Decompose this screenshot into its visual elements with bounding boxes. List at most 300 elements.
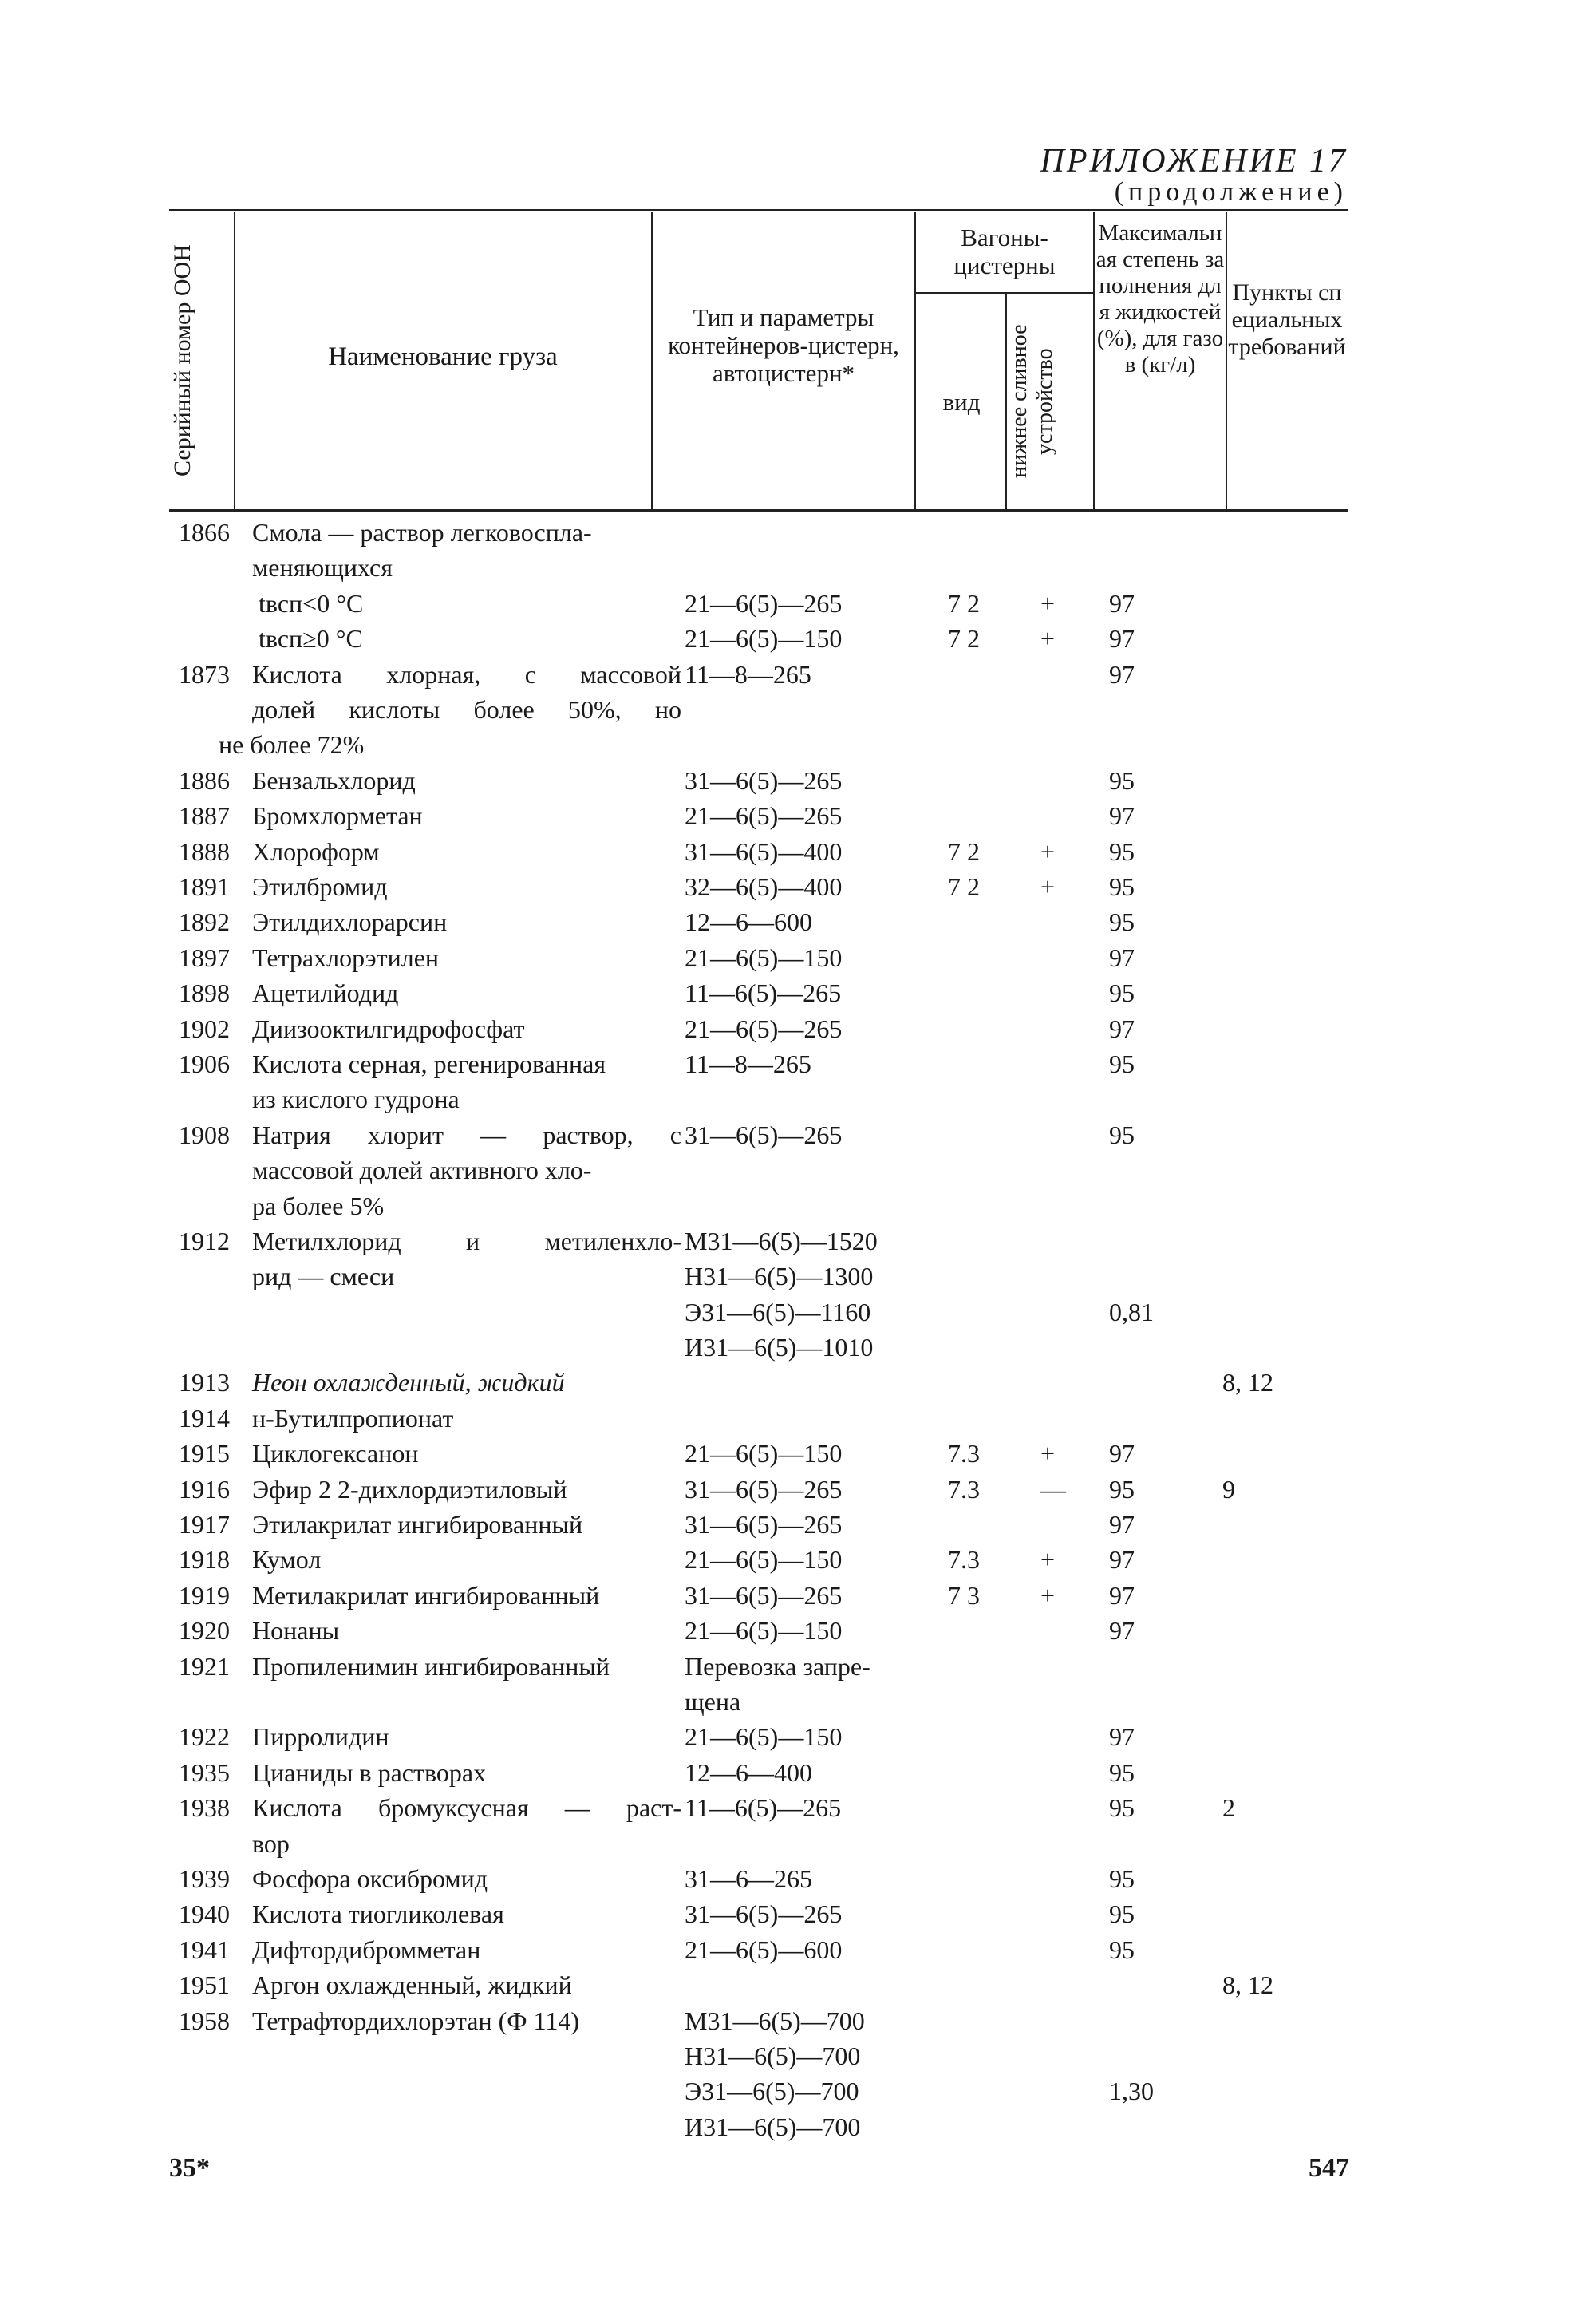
bottom-device-cell-line: + [1040, 836, 1056, 866]
table-row [0, 1046, 1587, 1117]
appendix-title: ПРИЛОЖЕНИЕ 17 [1040, 143, 1348, 180]
params-cell-line: 31—6(5)—265 [685, 1899, 843, 1929]
params-cell-line: 11—8—265 [685, 659, 811, 689]
params-cell [685, 763, 842, 798]
params-cell [685, 1472, 842, 1507]
params-cell-line: 21—6(5)—150 [685, 1616, 843, 1646]
max-fill-cell [1109, 834, 1135, 869]
table-row [0, 1755, 1587, 1790]
header-divider [1226, 212, 1227, 509]
un-number-cell: 1941 [179, 1935, 230, 1964]
special-req-cell-line: 8, 12 [1222, 1970, 1273, 2000]
cargo-name-line: Пирролидин [252, 1722, 389, 1752]
un-number-cell: 1916 [179, 1474, 230, 1504]
params-cell-line: И31—6(5)—1010 [685, 1333, 874, 1362]
cargo-name-line: Натрия хлорит — раствор, с [252, 1120, 681, 1149]
params-cell [685, 2003, 865, 2145]
cargo-name-cell [252, 1223, 681, 1366]
un-number-cell: 1886 [179, 765, 230, 795]
cargo-name-cell [252, 1896, 681, 1931]
params-cell-line: Перевозка запре- [685, 1651, 870, 1681]
max-fill-cell-line: 95 [1109, 872, 1135, 901]
params-cell-line: 31—6(5)—400 [685, 836, 843, 866]
params-cell-line: И31—6(5)—700 [685, 2112, 861, 2141]
cargo-name-line: Пропиленимин ингибированный [252, 1651, 610, 1681]
wagon-type-cell [948, 621, 980, 656]
params-cell [685, 1011, 842, 1046]
max-fill-cell [1109, 1011, 1135, 1046]
un-number-cell: 1958 [179, 2006, 230, 2035]
table-row [0, 763, 1587, 798]
max-fill-cell [1109, 1046, 1135, 1081]
cargo-name-cell [252, 1472, 681, 1507]
params-cell-line: 31—6(5)—265 [685, 1474, 843, 1504]
header-bottom-device: нижнее сливное устройство [1007, 324, 1057, 479]
cargo-name-cell [252, 1046, 681, 1117]
max-fill-cell-line: 0,81 [1109, 1297, 1154, 1326]
bottom-device-cell [1040, 1542, 1055, 1577]
table-row [0, 1967, 1587, 2002]
bottom-device-cell [1040, 621, 1055, 656]
bottom-device-cell [1040, 834, 1055, 869]
table-row [0, 834, 1587, 869]
header-divider [914, 212, 916, 509]
cargo-name-line: Тетрахлорэтилен [252, 943, 440, 972]
header-name: Наименование груза [328, 342, 558, 371]
bottom-device-cell-line: — [1040, 1474, 1066, 1504]
max-fill-cell [1109, 1896, 1135, 1931]
bottom-device-cell-line: + [1040, 1580, 1056, 1610]
params-cell-line: Э31—6(5)—1160 [685, 1297, 871, 1326]
cargo-name-cell [252, 1365, 681, 1400]
max-fill-cell [1109, 1719, 1135, 1754]
max-fill-cell [1109, 657, 1135, 692]
max-fill-cell-line: 95 [1109, 1049, 1135, 1078]
cargo-name-line: рид — смеси [252, 1262, 395, 1291]
bottom-device-cell-line: + [1040, 1545, 1056, 1575]
bottom-device-cell-line: + [1040, 624, 1056, 654]
wagon-type-cell [948, 869, 980, 904]
table-row [0, 1790, 1587, 1861]
bottom-device-cell [1040, 1578, 1055, 1613]
table-row [0, 975, 1587, 1010]
special-req-cell [1222, 1365, 1273, 1400]
max-fill-cell [1109, 1755, 1135, 1790]
cargo-name-cell [252, 904, 681, 939]
params-cell [685, 1861, 812, 1896]
params-cell [685, 1613, 842, 1648]
table-row [0, 1861, 1587, 1896]
table-row [0, 515, 1587, 586]
max-fill-cell-line: 97 [1109, 801, 1135, 831]
table-row [0, 1542, 1587, 1577]
cargo-name-line: Бензальхлорид [252, 765, 416, 795]
wagon-type-cell-line: 7.3 [948, 1545, 980, 1575]
cargo-name-cell [252, 1719, 681, 1754]
table-row [0, 657, 1587, 763]
cargo-name-line: Кислота тиогликолевая [252, 1899, 504, 1929]
params-cell [685, 1719, 842, 1754]
table-row [0, 1365, 1587, 1400]
cargo-name-line: вор [252, 1828, 290, 1858]
max-fill-cell [1109, 2003, 1154, 2109]
cargo-name-line: Эфир 2 2-дихлордиэтиловый [252, 1474, 567, 1504]
params-cell-line: 32—6(5)—400 [685, 872, 843, 901]
max-fill-cell [1109, 621, 1135, 656]
bottom-device-cell-line: + [1040, 588, 1056, 618]
special-req-cell-line: 2 [1222, 1793, 1235, 1823]
cargo-name-line [252, 1294, 681, 1330]
max-fill-cell-line: 97 [1109, 1439, 1135, 1468]
max-fill-cell-line: 1,30 [1109, 2077, 1154, 2106]
cargo-name-cell [252, 621, 681, 656]
cargo-name-cell [252, 1861, 681, 1896]
wagon-type-cell-line: 7 3 [948, 1580, 980, 1610]
un-number-cell: 1888 [179, 836, 230, 866]
cargo-name-line: Смола — раствор легковоспла- [252, 518, 592, 547]
un-number-cell: 1917 [179, 1510, 230, 1539]
cargo-name-cell [252, 515, 681, 586]
max-fill-cell-line: 95 [1109, 1793, 1135, 1823]
cargo-name-cell [252, 1932, 681, 1967]
params-cell [685, 1578, 842, 1613]
max-fill-cell-line: 95 [1109, 836, 1135, 866]
max-fill-cell [1109, 1223, 1154, 1330]
table-row [0, 621, 1587, 656]
cargo-name-line: из кислого гудрона [252, 1085, 460, 1114]
max-fill-cell-line: 95 [1109, 1474, 1135, 1504]
cargo-name-line: Этилакрилат ингибированный [252, 1510, 583, 1539]
params-cell-line: 31—6—265 [685, 1864, 812, 1893]
params-cell [685, 1223, 878, 1366]
max-fill-cell-line: 97 [1109, 624, 1135, 654]
wagon-type-cell [948, 834, 980, 869]
un-number-cell: 1951 [179, 1970, 230, 2000]
appendix-subtitle: (продолжение) [1114, 177, 1348, 207]
un-number-cell: 1908 [179, 1120, 230, 1149]
header-wagon-type: вид [942, 388, 981, 416]
bottom-device-cell-line: + [1040, 872, 1056, 901]
un-number-cell: 1939 [179, 1864, 230, 1893]
cargo-name-line: Фосфора оксибромид [252, 1864, 488, 1893]
cargo-name-line: Неон охлажденный, жидкий [252, 1368, 565, 1397]
page-number: 547 [1309, 2153, 1349, 2183]
params-cell-line: Э31—6(5)—700 [685, 2077, 859, 2106]
bottom-device-cell-line: + [1040, 1439, 1056, 1468]
header-divider [651, 212, 653, 509]
max-fill-cell [1109, 869, 1135, 904]
params-cell-line: 21—6(5)—265 [685, 1014, 843, 1043]
cargo-name-cell [252, 1649, 681, 1684]
un-number-cell: 1920 [179, 1616, 230, 1646]
wagon-type-cell-line: 7 2 [948, 624, 980, 654]
table-row [0, 1011, 1587, 1046]
wagon-type-cell-line: 7 2 [948, 588, 980, 618]
max-fill-cell-line: 95 [1109, 1120, 1135, 1149]
params-cell-line: 11—6(5)—265 [685, 1793, 842, 1823]
cargo-name-line: массовой долей активного хло- [252, 1156, 592, 1185]
cargo-name-cell [252, 975, 681, 1010]
max-fill-cell [1109, 1578, 1135, 1613]
cargo-name-line: Бромхлорметан [252, 801, 423, 831]
un-number-cell: 1938 [179, 1793, 230, 1823]
params-cell [685, 798, 842, 833]
max-fill-cell [1109, 1861, 1135, 1896]
params-cell-line: 21—6(5)—150 [685, 624, 843, 654]
un-number-cell: 1940 [179, 1899, 230, 1929]
bottom-device-cell [1040, 1436, 1055, 1471]
params-cell-line: 21—6(5)—600 [685, 1935, 843, 1964]
table-body [0, 515, 1587, 2144]
params-cell-line: 21—6(5)—265 [685, 801, 843, 831]
cargo-name-line: Ацетилйодид [252, 978, 399, 1008]
params-cell-line: 12—6—600 [685, 907, 812, 937]
header-un-number: Серийный номер ООН [169, 244, 195, 477]
params-cell-line: Н31—6(5)—700 [685, 2041, 861, 2070]
wagon-type-cell [948, 1472, 980, 1507]
table-row [0, 1117, 1587, 1223]
header-wagons: Вагоны-цистерны [953, 223, 1056, 279]
params-cell-line: 11—8—265 [685, 1049, 811, 1078]
cargo-name-cell [252, 1401, 681, 1436]
max-fill-cell [1109, 904, 1135, 939]
params-cell-line: 21—6(5)—150 [685, 1545, 843, 1575]
params-cell-line: 31—6(5)—265 [685, 765, 843, 795]
max-fill-cell [1109, 940, 1135, 975]
un-number-cell: 1914 [179, 1403, 230, 1433]
max-fill-cell-line: 97 [1109, 1616, 1135, 1646]
cargo-name-line: tвсп<0 °С [259, 588, 364, 618]
cargo-name-cell [252, 1613, 681, 1648]
cargo-name-line: Метилхлорид и метиленхло- [252, 1226, 681, 1255]
params-cell [685, 1932, 842, 1967]
table-row [0, 1401, 1587, 1436]
params-cell-line: М31—6(5)—1520 [685, 1226, 878, 1255]
header-subrule [914, 292, 1093, 294]
params-cell [685, 869, 842, 904]
table-row [0, 1472, 1587, 1507]
wagon-type-cell-line: 7.3 [948, 1439, 980, 1468]
params-cell-line: 11—6(5)—265 [685, 978, 842, 1008]
max-fill-cell-line: 97 [1109, 588, 1135, 618]
cargo-name-cell [252, 940, 681, 975]
max-fill-cell [1109, 1932, 1135, 1967]
table-row [0, 2003, 1587, 2145]
max-fill-cell-line: 97 [1109, 1014, 1135, 1043]
params-cell [685, 1790, 841, 1825]
un-number-cell: 1906 [179, 1049, 230, 1078]
cargo-name-line [252, 2109, 681, 2144]
wagon-type-cell [948, 1542, 980, 1577]
max-fill-cell-line: 95 [1109, 907, 1135, 937]
max-fill-cell [1109, 1542, 1135, 1577]
params-cell [685, 1896, 842, 1931]
cargo-name-line [252, 2073, 681, 2109]
wagon-type-cell [948, 1578, 980, 1613]
table-row [0, 1896, 1587, 1931]
cargo-name-cell [252, 1436, 681, 1471]
cargo-name-line: Тетрафтордихлорэтан (Ф 114) [252, 2006, 579, 2035]
params-cell [685, 1117, 842, 1152]
params-cell-line: щена [685, 1687, 741, 1716]
max-fill-cell [1109, 1117, 1135, 1152]
params-cell [685, 1755, 812, 1790]
page-header [1040, 142, 1348, 208]
max-fill-cell [1109, 798, 1135, 833]
bottom-device-cell [1040, 869, 1055, 904]
wagon-type-cell-line: 7 2 [948, 836, 980, 866]
params-cell [685, 1542, 842, 1577]
cargo-name-cell [252, 1967, 681, 2002]
max-fill-cell [1109, 586, 1135, 621]
max-fill-cell-line: 97 [1109, 1722, 1135, 1752]
max-fill-cell-line: 95 [1109, 1864, 1135, 1893]
table-row [0, 904, 1587, 939]
wagon-type-cell [948, 586, 980, 621]
max-fill-cell [1109, 1436, 1135, 1471]
table-row [0, 1719, 1587, 1754]
cargo-name-line: долей кислоты более 50%, но [252, 694, 681, 724]
cargo-name-line: н-Бутилпропионат [252, 1403, 454, 1433]
cargo-name-cell [252, 834, 681, 869]
table-row [0, 1223, 1587, 1366]
un-number-cell: 1897 [179, 943, 230, 972]
header-max-fill: Максимальная степень заполнения для жидкостей (%), для газов (кг/л) [1096, 220, 1225, 377]
bottom-device-cell [1040, 1472, 1066, 1507]
max-fill-cell-line: 95 [1109, 765, 1135, 795]
cargo-name-line: Диизооктилгидрофосфат [252, 1014, 525, 1043]
params-cell [685, 586, 842, 621]
un-number-cell: 1891 [179, 872, 230, 901]
un-number-cell: 1915 [179, 1439, 230, 1468]
cargo-name-line: Циклогексанон [252, 1439, 419, 1468]
cargo-name-cell [252, 586, 681, 621]
params-cell-line: 21—6(5)—150 [685, 1722, 843, 1752]
cargo-name-line: Кислота хлорная, с массовой [252, 659, 681, 689]
un-number-cell: 1922 [179, 1722, 230, 1752]
un-number-cell: 1913 [179, 1368, 230, 1397]
max-fill-cell-line: 97 [1109, 1510, 1135, 1539]
params-cell-line: 12—6—400 [685, 1757, 812, 1787]
wagon-type-cell [948, 1436, 980, 1471]
cargo-name-line: Кислота серная, регенированная [252, 1049, 606, 1078]
max-fill-cell-line: 95 [1109, 978, 1135, 1008]
params-cell [685, 834, 842, 869]
params-cell-line: 21—6(5)—150 [685, 1439, 843, 1468]
max-fill-cell-line [1109, 2003, 1154, 2038]
max-fill-cell [1109, 1507, 1135, 1542]
cargo-name-cell [252, 1755, 681, 1790]
un-number-cell: 1898 [179, 978, 230, 1008]
cargo-name-line [252, 1330, 681, 1365]
cargo-name-cell [252, 2003, 681, 2145]
cargo-name-line: Дифтордибромметан [252, 1935, 481, 1964]
footer-signature: 35* [169, 2153, 210, 2183]
max-fill-cell [1109, 1472, 1135, 1507]
cargo-name-cell [252, 763, 681, 798]
table-row [0, 869, 1587, 904]
params-cell-line: 31—6(5)—265 [685, 1120, 843, 1149]
params-cell [685, 1436, 842, 1471]
max-fill-cell-line [1109, 2038, 1154, 2073]
cargo-name-line: Кумол [252, 1545, 322, 1575]
cargo-name-cell [252, 1790, 681, 1861]
un-number-cell: 1919 [179, 1580, 230, 1610]
un-number-cell: 1873 [179, 659, 230, 689]
cargo-name-line: Хлороформ [252, 836, 380, 866]
max-fill-cell [1109, 763, 1135, 798]
params-cell-line: 31—6(5)—265 [685, 1580, 843, 1610]
cargo-name-line: Этилдихлорарсин [252, 907, 448, 937]
params-cell [685, 1507, 842, 1542]
cargo-name-line [252, 2038, 681, 2073]
max-fill-cell-line: 95 [1109, 1935, 1135, 1964]
cargo-name-cell [252, 1011, 681, 1046]
cargo-name-cell [252, 869, 681, 904]
cargo-name-line: Аргон охлажденный, жидкий [252, 1970, 572, 2000]
max-fill-cell-line [1109, 1223, 1154, 1259]
table-row [0, 1649, 1587, 1720]
special-req-cell-line: 9 [1222, 1474, 1235, 1504]
wagon-type-cell-line: 7.3 [948, 1474, 980, 1504]
cargo-name-cell [252, 798, 681, 833]
max-fill-cell-line: 95 [1109, 1899, 1135, 1929]
special-req-cell-line: 8, 12 [1222, 1368, 1273, 1397]
cargo-name-line: Цианиды в растворах [252, 1757, 487, 1787]
params-cell [685, 657, 811, 692]
max-fill-cell [1109, 975, 1135, 1010]
cargo-name-line: не более 72% [219, 730, 365, 760]
max-fill-cell-line: 97 [1109, 943, 1135, 972]
special-req-cell [1222, 1790, 1235, 1825]
table-row [0, 940, 1587, 975]
un-number-cell: 1887 [179, 801, 230, 831]
max-fill-cell-line: 97 [1109, 659, 1135, 689]
un-number-cell: 1912 [179, 1226, 230, 1255]
header-special: Пункты специальных требований [1228, 279, 1346, 360]
params-cell [685, 940, 842, 975]
params-cell-line: М31—6(5)—700 [685, 2006, 865, 2035]
max-fill-cell-line: 97 [1109, 1580, 1135, 1610]
params-cell [685, 1649, 870, 1720]
bottom-device-cell [1040, 586, 1055, 621]
params-cell [685, 904, 812, 939]
cargo-name-line: Нонаны [252, 1616, 340, 1646]
max-fill-cell-line: 97 [1109, 1545, 1135, 1575]
params-cell [685, 975, 841, 1010]
max-fill-cell-line [1109, 1259, 1154, 1294]
un-number-cell: 1892 [179, 907, 230, 937]
un-number-cell: 1935 [179, 1757, 230, 1787]
cargo-name-cell [252, 1507, 681, 1542]
cargo-name-line: ра более 5% [252, 1191, 385, 1220]
table-row [0, 1507, 1587, 1542]
params-cell-line: 21—6(5)—265 [685, 588, 843, 618]
table-row [0, 1932, 1587, 1967]
cargo-name-line: Этилбромид [252, 872, 388, 901]
cargo-name-line: Метилакрилат ингибированный [252, 1580, 600, 1610]
cargo-name-line: Кислота бромуксусная — раст- [252, 1793, 681, 1823]
special-req-cell [1222, 1472, 1235, 1507]
un-number-cell: 1866 [179, 518, 230, 547]
header-params: Тип и параметры контейнеров-цистерн, автоцистерн* [668, 303, 899, 387]
max-fill-cell [1109, 1613, 1135, 1648]
table-row [0, 1613, 1587, 1648]
un-number-cell: 1918 [179, 1545, 230, 1575]
table-row [0, 1578, 1587, 1613]
special-req-cell [1222, 1967, 1273, 2002]
max-fill-cell [1109, 1790, 1135, 1825]
